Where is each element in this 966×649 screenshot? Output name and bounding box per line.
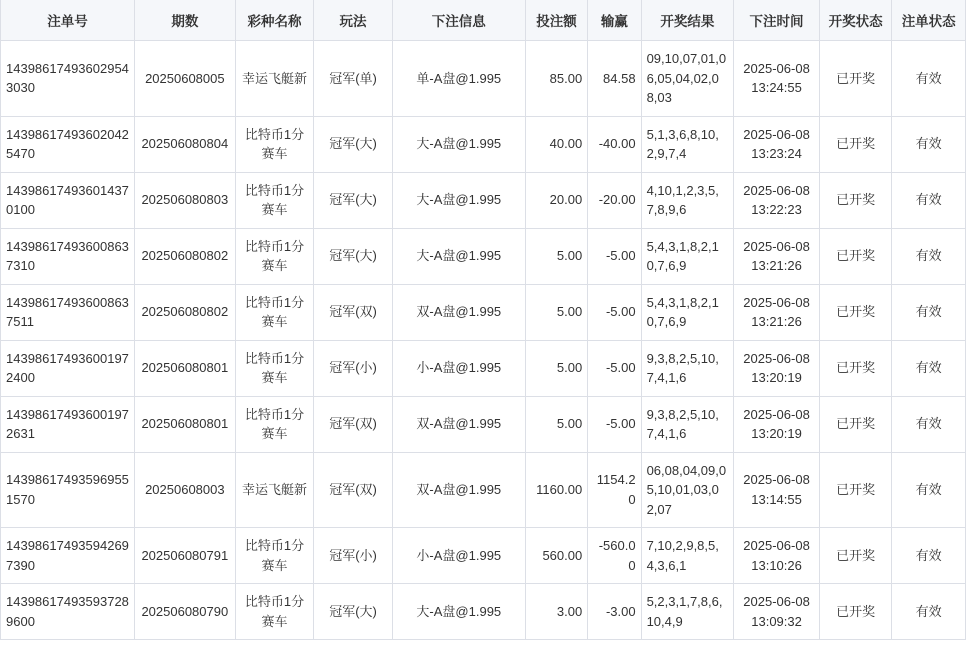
table-header — [1, 0, 966, 41]
cell-bet-time: 2025-06-08 13:21:26 — [734, 228, 820, 284]
cell-order-status: 有效 — [892, 340, 966, 396]
cell-play-type: 冠军(双) — [314, 284, 393, 340]
cell-issue: 202506080803 — [134, 172, 235, 228]
cell-bet-amount: 40.00 — [525, 116, 587, 172]
cell-draw-result: 5,4,3,1,8,2,10,7,6,9 — [641, 228, 734, 284]
table-row[interactable] — [1, 116, 966, 172]
cell-order-no: 143986174935942697390 — [1, 528, 135, 584]
cell-bet-time: 2025-06-08 13:20:19 — [734, 396, 820, 452]
cell-bet-time: 2025-06-08 13:20:19 — [734, 340, 820, 396]
cell-bet-info: 双-A盘@1.995 — [392, 452, 525, 528]
cell-bet-amount: 560.00 — [525, 528, 587, 584]
cell-bet-amount: 5.00 — [525, 284, 587, 340]
cell-bet-amount: 85.00 — [525, 41, 587, 117]
cell-order-status: 有效 — [892, 228, 966, 284]
column-header-issue[interactable]: 期数 — [134, 0, 235, 41]
cell-draw-status: 已开奖 — [819, 528, 892, 584]
cell-lottery-name: 比特币1分赛车 — [235, 528, 314, 584]
column-header-draw-status[interactable]: 开奖状态 — [819, 0, 892, 41]
cell-win-loss: -20.00 — [588, 172, 641, 228]
cell-bet-time: 2025-06-08 13:14:55 — [734, 452, 820, 528]
cell-play-type: 冠军(大) — [314, 584, 393, 640]
cell-draw-result: 5,4,3,1,8,2,10,7,6,9 — [641, 284, 734, 340]
cell-play-type: 冠军(小) — [314, 528, 393, 584]
cell-order-no: 143986174936008637310 — [1, 228, 135, 284]
cell-bet-info: 小-A盘@1.995 — [392, 340, 525, 396]
table-body — [1, 41, 966, 640]
table-row[interactable] — [1, 340, 966, 396]
cell-win-loss: 84.58 — [588, 41, 641, 117]
cell-order-status: 有效 — [892, 116, 966, 172]
cell-bet-info: 大-A盘@1.995 — [392, 584, 525, 640]
cell-win-loss: -5.00 — [588, 284, 641, 340]
cell-issue: 202506080801 — [134, 396, 235, 452]
cell-issue: 202506080802 — [134, 284, 235, 340]
cell-lottery-name: 比特币1分赛车 — [235, 340, 314, 396]
column-header-play-type[interactable]: 玩法 — [314, 0, 393, 41]
cell-draw-result: 4,10,1,2,3,5,7,8,9,6 — [641, 172, 734, 228]
cell-order-status: 有效 — [892, 172, 966, 228]
cell-bet-info: 双-A盘@1.995 — [392, 284, 525, 340]
cell-order-status: 有效 — [892, 584, 966, 640]
column-header-win-loss[interactable]: 输赢 — [588, 0, 641, 41]
cell-order-status: 有效 — [892, 452, 966, 528]
cell-draw-status: 已开奖 — [819, 228, 892, 284]
cell-play-type: 冠军(双) — [314, 396, 393, 452]
cell-play-type: 冠军(单) — [314, 41, 393, 117]
table-row[interactable] — [1, 228, 966, 284]
cell-bet-info: 大-A盘@1.995 — [392, 172, 525, 228]
cell-bet-info: 双-A盘@1.995 — [392, 396, 525, 452]
cell-lottery-name: 幸运飞艇新 — [235, 452, 314, 528]
cell-draw-status: 已开奖 — [819, 284, 892, 340]
table-header-row — [1, 0, 966, 41]
cell-order-no: 143986174936001972400 — [1, 340, 135, 396]
cell-order-no: 143986174935937289600 — [1, 584, 135, 640]
cell-draw-status: 已开奖 — [819, 452, 892, 528]
cell-order-no: 143986174936029543030 — [1, 41, 135, 117]
cell-win-loss: -40.00 — [588, 116, 641, 172]
cell-win-loss: 1154.20 — [588, 452, 641, 528]
cell-order-status: 有效 — [892, 396, 966, 452]
column-header-order-no[interactable]: 注单号 — [1, 0, 135, 41]
cell-bet-time: 2025-06-08 13:22:23 — [734, 172, 820, 228]
column-header-order-status[interactable]: 注单状态 — [892, 0, 966, 41]
cell-issue: 202506080802 — [134, 228, 235, 284]
cell-lottery-name: 比特币1分赛车 — [235, 228, 314, 284]
cell-play-type: 冠军(大) — [314, 172, 393, 228]
table-row[interactable] — [1, 284, 966, 340]
cell-play-type: 冠军(大) — [314, 116, 393, 172]
cell-draw-result: 9,3,8,2,5,10,7,4,1,6 — [641, 396, 734, 452]
cell-lottery-name: 比特币1分赛车 — [235, 172, 314, 228]
cell-order-no: 143986174935969551570 — [1, 452, 135, 528]
cell-bet-time: 2025-06-08 13:09:32 — [734, 584, 820, 640]
cell-issue: 202506080791 — [134, 528, 235, 584]
cell-win-loss: -5.00 — [588, 340, 641, 396]
column-header-bet-time[interactable]: 下注时间 — [734, 0, 820, 41]
cell-draw-result: 9,3,8,2,5,10,7,4,1,6 — [641, 340, 734, 396]
cell-order-no: 143986174936020425470 — [1, 116, 135, 172]
cell-order-status: 有效 — [892, 528, 966, 584]
cell-bet-amount: 5.00 — [525, 396, 587, 452]
cell-lottery-name: 比特币1分赛车 — [235, 284, 314, 340]
cell-bet-time: 2025-06-08 13:21:26 — [734, 284, 820, 340]
cell-draw-result: 7,10,2,9,8,5,4,3,6,1 — [641, 528, 734, 584]
table-row[interactable] — [1, 172, 966, 228]
column-header-bet-info[interactable]: 下注信息 — [392, 0, 525, 41]
cell-issue: 20250608005 — [134, 41, 235, 117]
cell-order-status: 有效 — [892, 284, 966, 340]
cell-draw-status: 已开奖 — [819, 396, 892, 452]
cell-win-loss: -5.00 — [588, 396, 641, 452]
cell-draw-status: 已开奖 — [819, 41, 892, 117]
column-header-bet-amount[interactable]: 投注额 — [525, 0, 587, 41]
column-header-draw-result[interactable]: 开奖结果 — [641, 0, 734, 41]
table-row[interactable] — [1, 452, 966, 528]
cell-draw-status: 已开奖 — [819, 172, 892, 228]
cell-bet-info: 小-A盘@1.995 — [392, 528, 525, 584]
cell-draw-result: 09,10,07,01,06,05,04,02,08,03 — [641, 41, 734, 117]
cell-draw-result: 5,1,3,6,8,10,2,9,7,4 — [641, 116, 734, 172]
cell-bet-amount: 1160.00 — [525, 452, 587, 528]
cell-bet-time: 2025-06-08 13:10:26 — [734, 528, 820, 584]
table-row[interactable] — [1, 41, 966, 117]
cell-play-type: 冠军(大) — [314, 228, 393, 284]
table-row[interactable] — [1, 584, 966, 640]
cell-lottery-name: 幸运飞艇新 — [235, 41, 314, 117]
cell-play-type: 冠军(双) — [314, 452, 393, 528]
cell-draw-result: 5,2,3,1,7,8,6,10,4,9 — [641, 584, 734, 640]
cell-win-loss: -560.00 — [588, 528, 641, 584]
cell-bet-time: 2025-06-08 13:24:55 — [734, 41, 820, 117]
cell-issue: 202506080790 — [134, 584, 235, 640]
cell-lottery-name: 比特币1分赛车 — [235, 396, 314, 452]
cell-bet-info: 大-A盘@1.995 — [392, 116, 525, 172]
cell-issue: 202506080801 — [134, 340, 235, 396]
cell-draw-status: 已开奖 — [819, 584, 892, 640]
cell-bet-info: 单-A盘@1.995 — [392, 41, 525, 117]
cell-order-no: 143986174936014370100 — [1, 172, 135, 228]
cell-issue: 202506080804 — [134, 116, 235, 172]
cell-win-loss: -5.00 — [588, 228, 641, 284]
column-header-lottery-name[interactable]: 彩种名称 — [235, 0, 314, 41]
cell-win-loss: -3.00 — [588, 584, 641, 640]
cell-lottery-name: 比特币1分赛车 — [235, 116, 314, 172]
cell-lottery-name: 比特币1分赛车 — [235, 584, 314, 640]
cell-draw-status: 已开奖 — [819, 116, 892, 172]
cell-play-type: 冠军(小) — [314, 340, 393, 396]
cell-bet-time: 2025-06-08 13:23:24 — [734, 116, 820, 172]
cell-bet-amount: 5.00 — [525, 340, 587, 396]
cell-draw-status: 已开奖 — [819, 340, 892, 396]
cell-bet-amount: 20.00 — [525, 172, 587, 228]
cell-bet-amount: 5.00 — [525, 228, 587, 284]
cell-order-no: 143986174936008637511 — [1, 284, 135, 340]
table-row[interactable] — [1, 396, 966, 452]
cell-order-no: 143986174936001972631 — [1, 396, 135, 452]
cell-bet-info: 大-A盘@1.995 — [392, 228, 525, 284]
cell-bet-amount: 3.00 — [525, 584, 587, 640]
cell-draw-result: 06,08,04,09,05,10,01,03,02,07 — [641, 452, 734, 528]
cell-issue: 20250608003 — [134, 452, 235, 528]
cell-order-status: 有效 — [892, 41, 966, 117]
table-row[interactable] — [1, 528, 966, 584]
